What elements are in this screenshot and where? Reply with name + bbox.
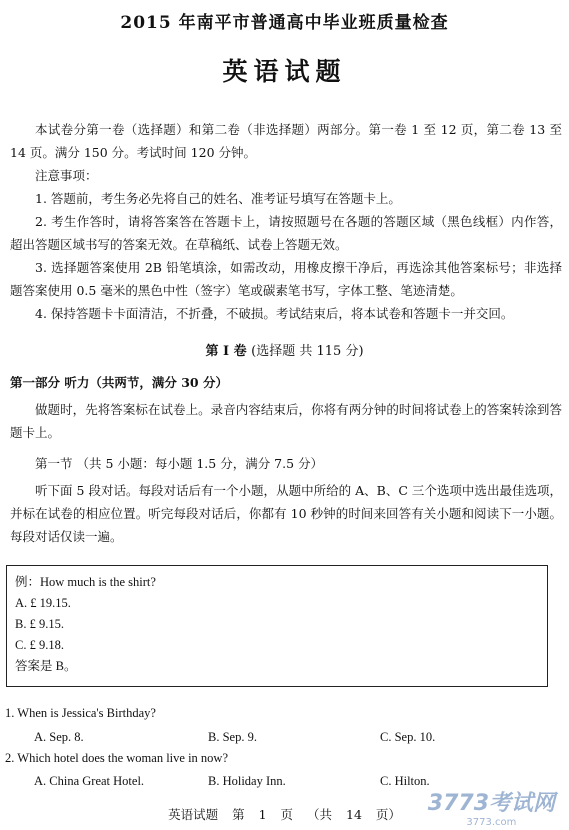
question-1-option-c: C. Sep. 10. bbox=[380, 730, 436, 744]
notes-heading: 注意事项： bbox=[35, 168, 98, 183]
question-2-option-c: C. Hilton. bbox=[380, 774, 430, 788]
note-item: 2. 考生作答时，请将答案答在答题卡上，请按照题号在各题的答题区域（黑色线框）内作答，超出答题区域书写的答案无效。在草稿纸、试卷上答题无效。 bbox=[10, 214, 562, 252]
question-2-option-a: A. China Great Hotel. bbox=[34, 774, 145, 788]
example-option: A. £ 19.15. bbox=[15, 596, 71, 610]
question-2: 2. Which hotel does the woman live in now? bbox=[5, 751, 228, 765]
footer-subject: 英语试题 bbox=[168, 807, 219, 822]
example-option: B. £ 9.15. bbox=[15, 617, 64, 631]
note-item: 4. 保持答题卡卡面清洁，不折叠，不破损。考试结束后，将本试卷和答题卡一并交回。 bbox=[35, 306, 514, 321]
exam-subject-title: 英语试题 bbox=[222, 57, 347, 86]
question-1: 1. When is Jessica's Birthday? bbox=[5, 706, 156, 720]
note-item: 1. 答题前，考生务必先将自己的姓名、准考证号填写在答题卡上。 bbox=[35, 191, 401, 206]
volume-heading bbox=[0, 340, 569, 359]
part-instruction: 做题时，先将答案标在试卷上。录音内容结束后，你将有两分钟的时间将试卷上的答案转涂到答题卡上。 bbox=[10, 402, 562, 440]
part-heading: 第一部分 听力（共两节，满分 30 分） bbox=[10, 375, 228, 390]
question-1-option-b: B. Sep. 9. bbox=[208, 730, 257, 744]
watermark-logo bbox=[428, 786, 555, 828]
example-question: 例：How much is the shirt? bbox=[15, 575, 156, 589]
example-option: C. £ 9.18. bbox=[15, 638, 64, 652]
example-box bbox=[6, 565, 548, 687]
exam-title: 2015 年南平市普通高中毕业班质量检查 bbox=[120, 13, 449, 33]
intro-paragraph: 本试卷分第一卷（选择题）和第二卷（非选择题）两部分。第一卷 1 至 12 页，第二卷 13 至 14 页。满分 150 分。考试时间 120 分钟。 bbox=[10, 122, 562, 160]
watermark-url: 3773.com bbox=[466, 817, 517, 828]
example-answer: 答案是 B。 bbox=[15, 659, 77, 673]
footer-total-pages: （共 14 页） bbox=[307, 807, 401, 822]
volume-heading-roman: 第 I 卷 bbox=[205, 344, 247, 359]
watermark-logo-text: 3773考试网 bbox=[427, 791, 555, 816]
question-2-option-b: B. Holiday Inn. bbox=[208, 774, 286, 788]
section-instruction: 听下面 5 段对话。每段对话后有一个小题，从题中所给的 A、B、C 三个选项中选出最佳选项，并标在试卷的相应位置。听完每段对话后，你都有 10 秒钟的时间来回答有关小题和阅读下一小题。每段对话仅读一遍。 bbox=[10, 483, 562, 544]
section-heading: 第一节 （共 5 小题：每小题 1.5 分，满分 7.5 分） bbox=[35, 456, 324, 471]
note-item: 3. 选择题答案使用 2B 铅笔填涂，如需改动，用橡皮擦干净后，再选涂其他答案标号；非选择题答案使用 0.5 毫米的黑色中性（签字）笔或碳素笔书写，字体工整、笔迹清楚。 bbox=[10, 260, 562, 298]
question-1-option-a: A. Sep. 8. bbox=[34, 730, 84, 744]
volume-heading-detail: (选择题 共 115 分) bbox=[251, 344, 364, 359]
footer-page-number: 第 1 页 bbox=[232, 807, 294, 822]
